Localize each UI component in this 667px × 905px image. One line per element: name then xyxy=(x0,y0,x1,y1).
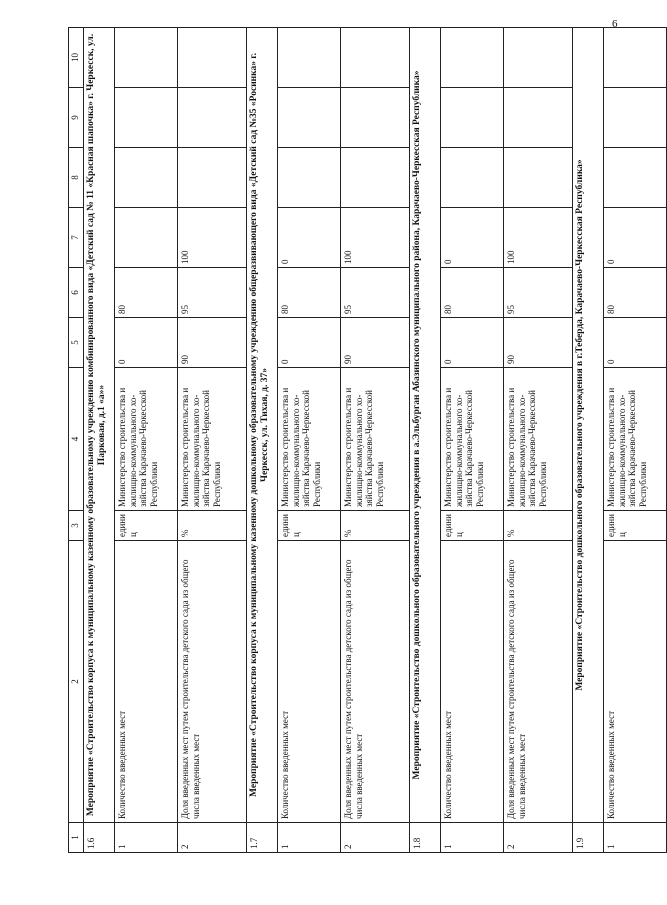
value-col5: 90 xyxy=(178,318,247,368)
section-title: Мероприятие «Строительство дошкольного образовательного учреждения в а.Эльбурган Абазинского муниципального района, Карачаево-Черкесская Республика» xyxy=(410,28,441,823)
indicator-name: Количество введенных мест xyxy=(441,541,504,823)
executor: Министерство строительства и жилищно-коммунального хо- зяйства Карачаево-Черкесской Республики xyxy=(604,368,667,511)
executor: Министерство строительства и жилищно-коммунального хо- зяйства Карачаево-Черкесской Республики xyxy=(341,368,410,511)
table-row xyxy=(178,28,247,853)
table-row xyxy=(441,28,504,853)
row-number: 1 xyxy=(278,823,341,853)
executor: Министерство строительства и жилищно-коммунального хо- зяйства Карачаево-Черкесской Республики xyxy=(278,368,341,511)
value-col10 xyxy=(115,28,178,88)
row-number: 2 xyxy=(504,823,573,853)
value-col6: 95 xyxy=(178,268,247,318)
page-number: 6 xyxy=(612,18,618,30)
section-title: Мероприятие «Строительство дошкольного образовательного учреждения в г.Теберда, Карачаево-Черкесская Республика» xyxy=(573,28,604,823)
value-col7: 100 xyxy=(178,208,247,268)
value-col9 xyxy=(278,88,341,148)
table-row xyxy=(504,28,573,853)
value-col10 xyxy=(178,28,247,88)
unit: единиц xyxy=(115,511,178,541)
value-col10 xyxy=(504,28,573,88)
value-col7: 0 xyxy=(441,208,504,268)
value-col6: 80 xyxy=(278,268,341,318)
value-col5: 90 xyxy=(504,318,573,368)
value-col9 xyxy=(115,88,178,148)
value-col6: 80 xyxy=(441,268,504,318)
value-col10 xyxy=(278,28,341,88)
indicator-name: Доля введенных мест путем строительства детского сада из общего числа введенных мест xyxy=(504,541,573,823)
value-col7: 100 xyxy=(341,208,410,268)
value-col8 xyxy=(278,148,341,208)
indicator-name: Количество введенных мест xyxy=(115,541,178,823)
column-number-row xyxy=(69,28,84,853)
value-col8 xyxy=(341,148,410,208)
value-col10 xyxy=(441,28,504,88)
value-col7: 0 xyxy=(278,208,341,268)
column-header: 6 xyxy=(69,268,84,318)
section-title: Мероприятие «Строительство корпуса к муниципальному казенному дошкольному образовательному учреждению общеразвивающего вида «Детский сад №35 «Росинка» г. Черкесск, ул. Тихая, д. 37» xyxy=(247,28,278,823)
column-header: 4 xyxy=(69,368,84,511)
section-row xyxy=(573,28,604,853)
table-row xyxy=(341,28,410,853)
executor: Министерство строительства и жилищно-коммунального хо- зяйства Карачаево-Черкесской Республики xyxy=(504,368,573,511)
table-row xyxy=(604,28,667,853)
indicator-name: Количество введенных мест xyxy=(278,541,341,823)
table-row xyxy=(115,28,178,853)
section-number: 1.6 xyxy=(84,823,115,853)
value-col6: 80 xyxy=(115,268,178,318)
indicator-name: Доля введенных мест путем строительства детского сада из общего числа введенных мест xyxy=(341,541,410,823)
rotated-table-area xyxy=(68,28,648,853)
value-col10 xyxy=(604,28,667,88)
unit: единиц xyxy=(441,511,504,541)
value-col8 xyxy=(604,148,667,208)
value-col5: 0 xyxy=(441,318,504,368)
row-number: 1 xyxy=(115,823,178,853)
value-col8 xyxy=(115,148,178,208)
column-header: 3 xyxy=(69,511,84,541)
value-col9 xyxy=(178,88,247,148)
value-col7: 0 xyxy=(604,208,667,268)
value-col8 xyxy=(441,148,504,208)
executor: Министерство строительства и жилищно-коммунального хо- зяйства Карачаево-Черкесской Республики xyxy=(441,368,504,511)
section-number: 1.7 xyxy=(247,823,278,853)
value-col9 xyxy=(504,88,573,148)
column-header: 5 xyxy=(69,318,84,368)
column-header: 7 xyxy=(69,208,84,268)
section-row xyxy=(410,28,441,853)
executor: Министерство строительства и жилищно-коммунального хо- зяйства Карачаево-Черкесской Республики xyxy=(115,368,178,511)
section-row xyxy=(84,28,115,853)
value-col10 xyxy=(341,28,410,88)
executor: Министерство строительства и жилищно-коммунального хо- зяйства Карачаево-Черкесской Республики xyxy=(178,368,247,511)
value-col9 xyxy=(341,88,410,148)
value-col5: 90 xyxy=(341,318,410,368)
column-header: 2 xyxy=(69,541,84,823)
unit: % xyxy=(178,511,247,541)
value-col9 xyxy=(441,88,504,148)
value-col5: 0 xyxy=(278,318,341,368)
row-number: 1 xyxy=(441,823,504,853)
value-col6: 80 xyxy=(604,268,667,318)
row-number: 2 xyxy=(178,823,247,853)
value-col9 xyxy=(604,88,667,148)
indicator-name: Доля введенных мест путем строительства детского сада из общего числа введенных мест xyxy=(178,541,247,823)
indicators-table xyxy=(68,27,667,853)
indicator-name: Количество введенных мест xyxy=(604,541,667,823)
value-col6: 95 xyxy=(341,268,410,318)
column-header: 8 xyxy=(69,148,84,208)
row-number: 1 xyxy=(604,823,667,853)
column-header: 9 xyxy=(69,88,84,148)
value-col5: 0 xyxy=(604,318,667,368)
table-body xyxy=(69,28,667,853)
section-title: Мероприятие «Строительство корпуса к муниципальному казенному образовательному учреждению комбинированного вида «Детский сад № 11 «Красная шапочка» г. Черкесск, ул. Парковая, д.1 «а»» xyxy=(84,28,115,823)
unit: % xyxy=(504,511,573,541)
row-number: 2 xyxy=(341,823,410,853)
value-col8 xyxy=(504,148,573,208)
section-number: 1.9 xyxy=(573,823,604,853)
section-number: 1.8 xyxy=(410,823,441,853)
value-col8 xyxy=(178,148,247,208)
table-wrapper xyxy=(68,28,648,853)
value-col5: 0 xyxy=(115,318,178,368)
value-col6: 95 xyxy=(504,268,573,318)
column-header: 10 xyxy=(69,28,84,88)
table-row xyxy=(278,28,341,853)
column-header: 1 xyxy=(69,823,84,853)
section-row xyxy=(247,28,278,853)
value-col7 xyxy=(115,208,178,268)
value-col7: 100 xyxy=(504,208,573,268)
unit: единиц xyxy=(278,511,341,541)
unit: единиц xyxy=(604,511,667,541)
unit: % xyxy=(341,511,410,541)
